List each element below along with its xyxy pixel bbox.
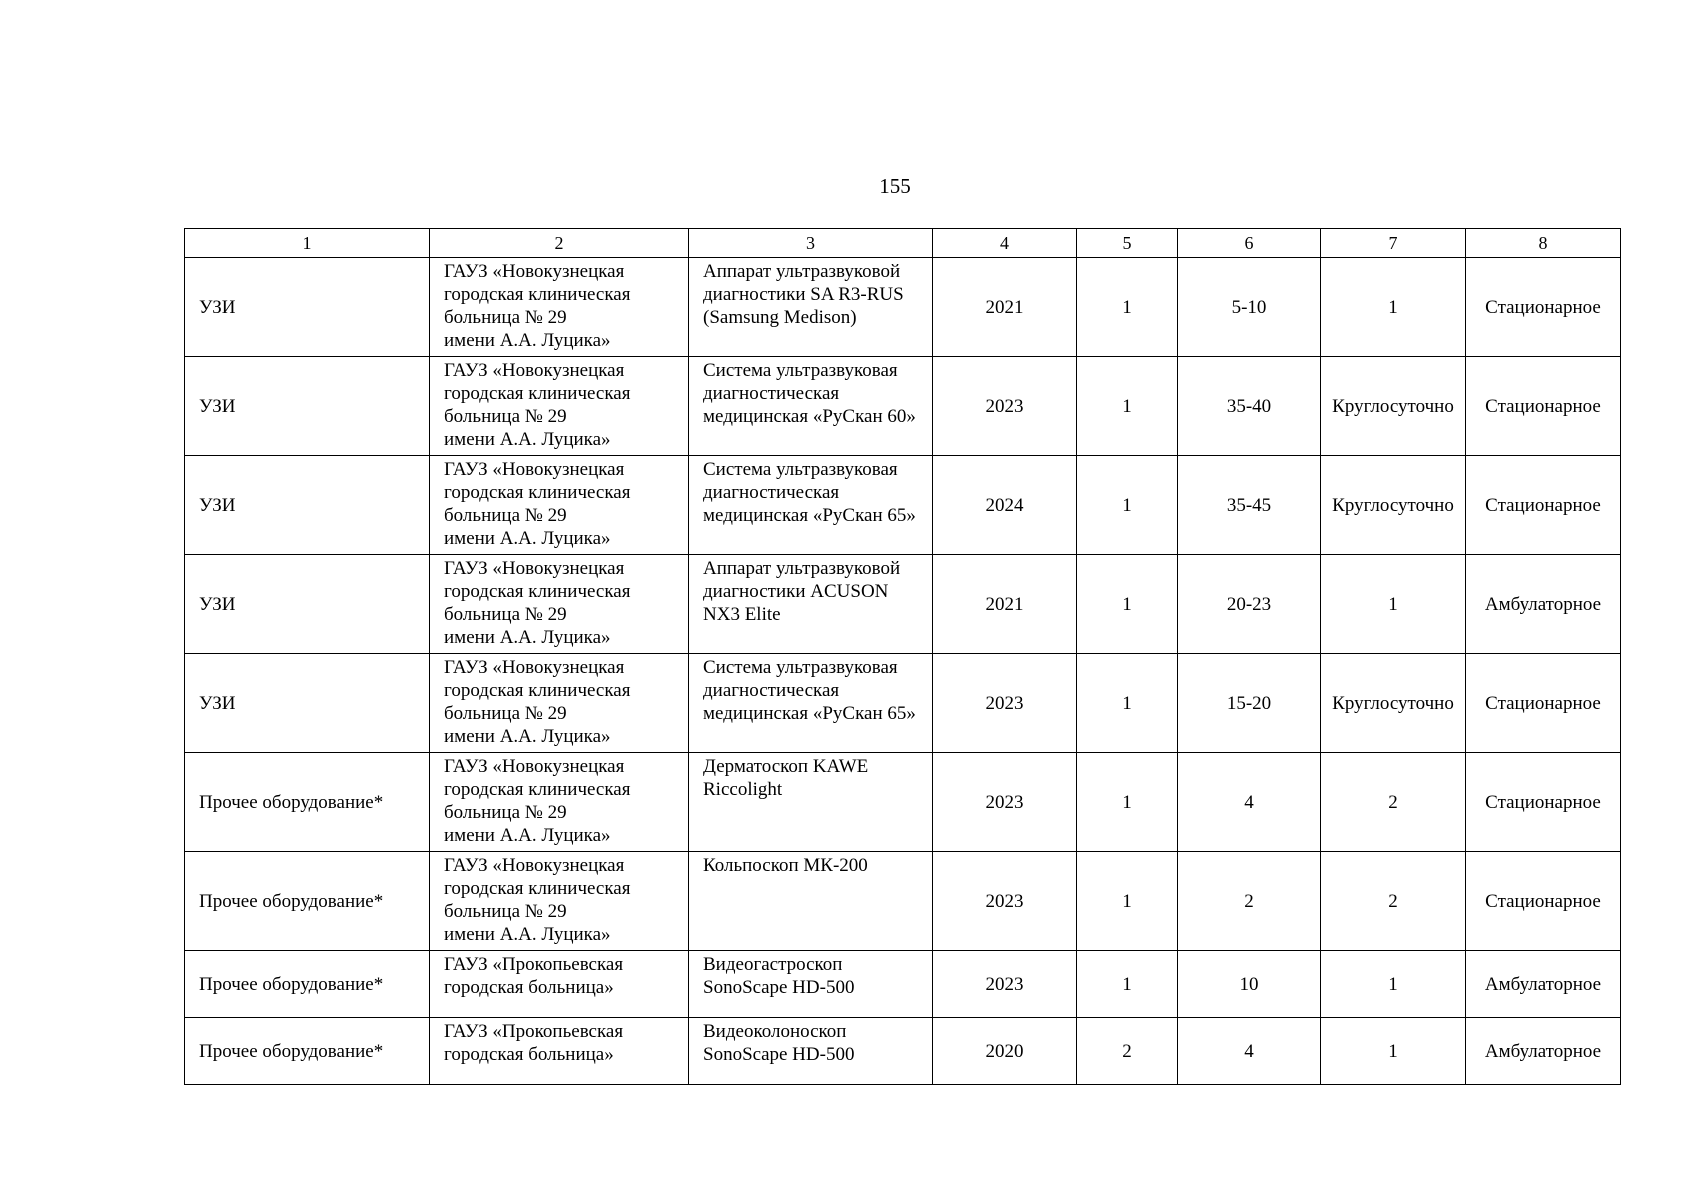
table-header-row	[185, 229, 1621, 258]
organization-cell-text: ГАУЗ «Новокузнецкая городская клиническая больница № 29 имени А.А. Луцика»	[444, 360, 631, 450]
year-cell-text: 2021	[985, 593, 1024, 615]
load-cell-text: 2	[1244, 890, 1254, 912]
equipment-cell	[689, 654, 933, 753]
header-cell: 8	[1466, 229, 1621, 258]
load-cell-text: 35-45	[1226, 494, 1272, 516]
count-cell	[1077, 456, 1178, 555]
organization-cell-text: ГАУЗ «Новокузнецкая городская клиническая больница № 29 имени А.А. Луцика»	[444, 657, 631, 747]
count-cell-text: 1	[1122, 296, 1132, 318]
count-cell	[1077, 258, 1178, 357]
organization-cell-text: ГАУЗ «Новокузнецкая городская клиническая больница № 29 имени А.А. Луцика»	[444, 459, 631, 549]
organization-cell	[430, 357, 689, 456]
load-cell	[1178, 654, 1321, 753]
type-cell-text: Прочее оборудование*	[199, 1040, 384, 1062]
equipment-cell-text: Аппарат ультразвуковой диагностики ACUSON NX3 Elite	[703, 558, 901, 625]
load-cell	[1178, 1018, 1321, 1085]
equipment-cell	[689, 1018, 933, 1085]
equipment-cell-text: Видеоколоноскоп SonoScape HD-500	[703, 1021, 855, 1065]
header-cell: 3	[689, 229, 933, 258]
load-cell-text: 10	[1239, 973, 1259, 995]
organization-cell-text: ГАУЗ «Новокузнецкая городская клиническая больница № 29 имени А.А. Луцика»	[444, 261, 631, 351]
table-row	[185, 951, 1621, 1018]
shift-cell	[1321, 555, 1466, 654]
count-cell-text: 1	[1122, 593, 1132, 615]
year-cell-text: 2020	[985, 1040, 1024, 1062]
shift-cell-text: 1	[1388, 1040, 1398, 1062]
type-cell-text: УЗИ	[199, 395, 236, 417]
count-cell	[1077, 555, 1178, 654]
count-cell-text: 1	[1122, 692, 1132, 714]
organization-cell	[430, 456, 689, 555]
table-row	[185, 654, 1621, 753]
header-cell: 5	[1077, 229, 1178, 258]
table-row	[185, 852, 1621, 951]
type-cell	[185, 555, 430, 654]
organization-cell	[430, 951, 689, 1018]
type-cell	[185, 1018, 430, 1085]
organization-cell-text: ГАУЗ «Новокузнецкая городская клиническая больница № 29 имени А.А. Луцика»	[444, 756, 631, 846]
load-cell	[1178, 753, 1321, 852]
table-row	[185, 357, 1621, 456]
service-type-cell-text: Стационарное	[1485, 296, 1601, 318]
service-type-cell	[1466, 555, 1621, 654]
count-cell-text: 2	[1122, 1040, 1132, 1062]
load-cell	[1178, 456, 1321, 555]
count-cell-text: 1	[1122, 494, 1132, 516]
header-cell: 7	[1321, 229, 1466, 258]
shift-cell	[1321, 753, 1466, 852]
equipment-cell	[689, 951, 933, 1018]
type-cell-text: Прочее оборудование*	[199, 973, 384, 995]
shift-cell	[1321, 258, 1466, 357]
type-cell	[185, 258, 430, 357]
year-cell	[933, 1018, 1077, 1085]
equipment-cell	[689, 357, 933, 456]
equipment-cell-text: Кольпоскоп МК-200	[703, 855, 868, 876]
type-cell	[185, 456, 430, 555]
equipment-cell	[689, 555, 933, 654]
table-row	[185, 258, 1621, 357]
load-cell-text: 4	[1244, 1040, 1254, 1062]
year-cell	[933, 951, 1077, 1018]
load-cell	[1178, 555, 1321, 654]
load-cell-text: 20-23	[1226, 593, 1272, 615]
service-type-cell	[1466, 654, 1621, 753]
equipment-table	[184, 228, 1621, 1085]
service-type-cell-text: Амбулаторное	[1484, 973, 1602, 995]
equipment-cell-text: Система ультразвуковая диагностическая медицинская «РуСкан 65»	[703, 459, 916, 526]
service-type-cell-text: Амбулаторное	[1484, 593, 1602, 615]
type-cell-text: Прочее оборудование*	[199, 791, 384, 813]
organization-cell	[430, 555, 689, 654]
year-cell-text: 2023	[985, 890, 1024, 912]
year-cell	[933, 456, 1077, 555]
year-cell	[933, 357, 1077, 456]
load-cell-text: 4	[1244, 791, 1254, 813]
service-type-cell	[1466, 1018, 1621, 1085]
organization-cell	[430, 258, 689, 357]
service-type-cell	[1466, 753, 1621, 852]
count-cell-text: 1	[1122, 890, 1132, 912]
shift-cell-text: 1	[1388, 593, 1398, 615]
year-cell	[933, 654, 1077, 753]
service-type-cell-text: Стационарное	[1485, 890, 1601, 912]
year-cell	[933, 555, 1077, 654]
header-cell: 1	[185, 229, 430, 258]
count-cell-text: 1	[1122, 973, 1132, 995]
equipment-cell	[689, 753, 933, 852]
organization-cell	[430, 852, 689, 951]
load-cell-text: 15-20	[1226, 692, 1272, 714]
organization-cell	[430, 1018, 689, 1085]
shift-cell-text: Круглосуточно	[1332, 692, 1454, 714]
year-cell	[933, 258, 1077, 357]
header-cell: 6	[1178, 229, 1321, 258]
count-cell	[1077, 852, 1178, 951]
type-cell-text: Прочее оборудование*	[199, 890, 384, 912]
year-cell-text: 2023	[985, 395, 1024, 417]
organization-cell-text: ГАУЗ «Прокопьевская городская больница»	[444, 954, 624, 998]
equipment-cell-text: Система ультразвуковая диагностическая медицинская «РуСкан 60»	[703, 360, 916, 427]
count-cell	[1077, 654, 1178, 753]
load-cell	[1178, 258, 1321, 357]
equipment-cell-text: Аппарат ультразвуковой диагностики SA R3-RUS (Samsung Medison)	[703, 261, 904, 328]
equipment-cell-text: Дерматоскоп KAWE Riccolight	[703, 756, 869, 800]
service-type-cell	[1466, 951, 1621, 1018]
type-cell	[185, 654, 430, 753]
shift-cell	[1321, 1018, 1466, 1085]
type-cell-text: УЗИ	[199, 593, 236, 615]
load-cell	[1178, 852, 1321, 951]
year-cell-text: 2021	[985, 296, 1024, 318]
year-cell-text: 2024	[985, 494, 1024, 516]
year-cell	[933, 852, 1077, 951]
shift-cell-text: 2	[1388, 791, 1398, 813]
shift-cell	[1321, 357, 1466, 456]
table-row	[185, 555, 1621, 654]
year-cell-text: 2023	[985, 973, 1024, 995]
organization-cell-text: ГАУЗ «Новокузнецкая городская клиническая больница № 29 имени А.А. Луцика»	[444, 855, 631, 945]
load-cell	[1178, 357, 1321, 456]
equipment-cell	[689, 852, 933, 951]
service-type-cell-text: Стационарное	[1485, 395, 1601, 417]
service-type-cell	[1466, 258, 1621, 357]
table-row	[185, 1018, 1621, 1085]
type-cell-text: УЗИ	[199, 692, 236, 714]
year-cell-text: 2023	[985, 692, 1024, 714]
organization-cell-text: ГАУЗ «Прокопьевская городская больница»	[444, 1021, 624, 1065]
page-number: 155	[879, 174, 911, 198]
shift-cell	[1321, 852, 1466, 951]
load-cell	[1178, 951, 1321, 1018]
table-row	[185, 753, 1621, 852]
service-type-cell	[1466, 456, 1621, 555]
equipment-cell-text: Видеогастроскоп SonoScape HD-500	[703, 954, 855, 998]
count-cell	[1077, 753, 1178, 852]
equipment-cell-text: Система ультразвуковая диагностическая медицинская «РуСкан 65»	[703, 657, 916, 724]
shift-cell	[1321, 456, 1466, 555]
header-cell: 2	[430, 229, 689, 258]
service-type-cell-text: Амбулаторное	[1484, 1040, 1602, 1062]
shift-cell-text: Круглосуточно	[1332, 395, 1454, 417]
service-type-cell-text: Стационарное	[1485, 692, 1601, 714]
shift-cell	[1321, 654, 1466, 753]
type-cell	[185, 357, 430, 456]
shift-cell-text: 2	[1388, 890, 1398, 912]
shift-cell	[1321, 951, 1466, 1018]
organization-cell	[430, 753, 689, 852]
count-cell-text: 1	[1122, 791, 1132, 813]
type-cell-text: УЗИ	[199, 494, 236, 516]
count-cell	[1077, 357, 1178, 456]
organization-cell-text: ГАУЗ «Новокузнецкая городская клиническая больница № 29 имени А.А. Луцика»	[444, 558, 631, 648]
service-type-cell-text: Стационарное	[1485, 494, 1601, 516]
count-cell	[1077, 1018, 1178, 1085]
type-cell	[185, 852, 430, 951]
type-cell-text: УЗИ	[199, 296, 236, 318]
year-cell	[933, 753, 1077, 852]
count-cell	[1077, 951, 1178, 1018]
service-type-cell	[1466, 357, 1621, 456]
year-cell-text: 2023	[985, 791, 1024, 813]
service-type-cell-text: Стационарное	[1485, 791, 1601, 813]
load-cell-text: 35-40	[1226, 395, 1272, 417]
shift-cell-text: 1	[1388, 973, 1398, 995]
shift-cell-text: 1	[1388, 296, 1398, 318]
table-row	[185, 456, 1621, 555]
service-type-cell	[1466, 852, 1621, 951]
equipment-cell	[689, 456, 933, 555]
type-cell	[185, 753, 430, 852]
count-cell-text: 1	[1122, 395, 1132, 417]
equipment-cell	[689, 258, 933, 357]
load-cell-text: 5-10	[1231, 296, 1267, 318]
type-cell	[185, 951, 430, 1018]
header-cell: 4	[933, 229, 1077, 258]
shift-cell-text: Круглосуточно	[1332, 494, 1454, 516]
organization-cell	[430, 654, 689, 753]
